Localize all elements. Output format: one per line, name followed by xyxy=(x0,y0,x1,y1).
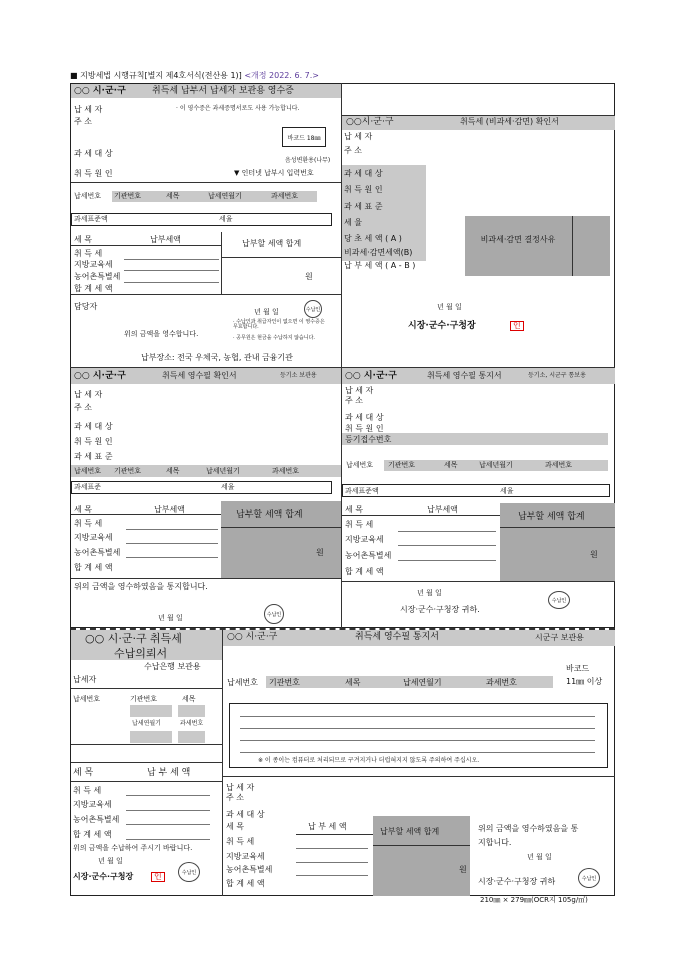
s2-subtitle: 취득세 (비과세·감면) 확인서 xyxy=(460,117,559,126)
s6-taxobj: 과 세 대 상 xyxy=(226,810,265,819)
s5-taxno: 납세번호 xyxy=(73,695,101,703)
s6-edu: 지방교육세 xyxy=(226,852,265,861)
s3-seq: 과세번호 xyxy=(272,467,300,475)
s2-reason: 비과세·감면 결정사유 xyxy=(480,235,556,244)
s5-col-item: 세 목 xyxy=(73,768,94,778)
s3-rate: 세율 xyxy=(221,483,235,491)
s5-sign: 시장·군수·구청장 xyxy=(73,872,134,881)
s2-taxpayer: 납 세 자 xyxy=(344,132,373,141)
s6-ym: 납세연월기 xyxy=(403,678,442,687)
s4-subtitle: 취득세 영수필 통지서 xyxy=(427,371,502,380)
s5-sum: 합 계 세 액 xyxy=(73,830,112,839)
s4-stamp: 수납인 xyxy=(551,597,567,604)
s6-total-due: 납부할 세액 합계 xyxy=(380,827,440,836)
s2-std: 과 세 표 준 xyxy=(344,202,383,211)
s5-date: 년 월 일 xyxy=(98,857,123,865)
s3-taxpayer: 납 세 자 xyxy=(74,390,103,399)
s5-request: 위의 금액을 수납하여 주시기 바랍니다. xyxy=(73,844,193,852)
s5-stamp: 수납인 xyxy=(181,869,197,876)
s4-farm: 농어촌특별세 xyxy=(345,551,392,560)
header-marker: ■ xyxy=(70,71,78,80)
s6-barcode-size: 11㎜ 이상 xyxy=(566,677,603,686)
s3-stamp: 수납인 xyxy=(266,611,282,618)
s2-rate: 세 율 xyxy=(344,218,362,227)
s1-rate-label: 세율 xyxy=(219,215,233,223)
s5-keep: 수납은행 보관용 xyxy=(144,662,201,671)
s1-ocr: 음성변환용(나무) xyxy=(285,157,331,164)
form-header xyxy=(70,72,319,80)
s4-seq: 과세번호 xyxy=(545,461,573,469)
s1-ym: 납세연월기 xyxy=(208,192,242,200)
s5-title2: 수납의뢰서 xyxy=(114,647,168,660)
s5-item: 세목 xyxy=(182,695,196,703)
s1-address-label: 주 소 xyxy=(74,117,92,126)
s4-rate: 세율 xyxy=(500,487,514,495)
s4-acq: 취 득 세 xyxy=(345,520,374,529)
s4-sign: 시장·군수·구청장 귀하. xyxy=(400,605,480,614)
s1-subtitle: 취득세 납부서 납세자 보관용 영수증 xyxy=(152,86,294,96)
s5-seal: 인 xyxy=(151,872,165,882)
s2-date: 년 월 일 xyxy=(437,303,462,311)
s4-ym: 납세년월기 xyxy=(479,461,513,469)
s6-won: 원 xyxy=(459,865,467,874)
s6-farm: 농어촌특별세 xyxy=(226,865,273,874)
s3-org: 기관번호 xyxy=(114,467,142,475)
s5-taxpayer: 납세자 xyxy=(73,675,97,684)
s3-stdamt: 과세표준 xyxy=(74,483,102,491)
s3-edu: 지방교육세 xyxy=(74,533,113,542)
s4-taxno: 납세번호 xyxy=(346,461,374,469)
s1-taxpayer-label: 납 세 자 xyxy=(74,105,103,114)
s3-won: 원 xyxy=(316,548,324,557)
s2-sign: 시장·군수·구청장 xyxy=(408,321,476,331)
s1-acq: 취 득 세 xyxy=(74,249,103,258)
s5-farm: 농어촌특별세 xyxy=(73,815,120,824)
s3-std: 과 세 표 준 xyxy=(74,452,113,461)
s4-total-due: 납부할 세액 합계 xyxy=(518,512,585,522)
s3-col-item: 세 목 xyxy=(74,505,92,514)
s1-stamp-seal xyxy=(304,300,322,318)
s3-title: ○○ 시·군·구 xyxy=(74,371,126,381)
s2-orig: 당 초 세 액 ( A ) xyxy=(344,234,402,243)
s4-taxpayer: 납 세 자 xyxy=(345,386,374,395)
s3-farm: 농어촌특별세 xyxy=(74,548,121,557)
s6-col-item: 세 목 xyxy=(226,822,244,831)
s6-notice1: 위의 금액을 영수하였음을 통 xyxy=(478,824,579,833)
s6-item: 세목 xyxy=(345,678,361,687)
s4-sum: 합 계 세 액 xyxy=(345,567,384,576)
s1-note: · 이 영수증은 과세증명서로도 사용 가능합니다. xyxy=(176,105,300,112)
s6-org: 기관번호 xyxy=(269,678,300,687)
s6-seq: 과세번호 xyxy=(486,678,517,687)
s2-seal: 인 xyxy=(510,321,524,331)
s4-col-amt: 납부세액 xyxy=(427,505,458,514)
s5-acq: 취 득 세 xyxy=(73,786,102,795)
s5-title1: ○○ 시·군·구 취득세 xyxy=(85,632,182,645)
s4-regno: 등기접수번호 xyxy=(345,435,392,444)
s6-sign: 시장·군수·구청장 귀하 xyxy=(478,877,556,886)
s3-notice: 위의 금액을 영수하였음을 통지합니다. xyxy=(74,582,208,591)
s2-taxobj: 과 세 대 상 xyxy=(344,169,383,178)
s6-sum: 합 계 세 액 xyxy=(226,879,265,888)
s5-edu: 지방교육세 xyxy=(73,800,112,809)
s1-sum: 합 계 세 액 xyxy=(74,284,113,293)
s4-taxobj: 과 세 대 상 xyxy=(345,413,384,422)
s4-stdamt: 과세표준액 xyxy=(345,487,379,495)
s4-address: 주 소 xyxy=(345,396,363,405)
s6-taxno: 납세번호 xyxy=(227,678,258,687)
s6-date: 년 월 일 xyxy=(527,853,552,861)
s1-barcode: 바코드 18㎜ xyxy=(287,134,321,142)
s4-keep: 등기소, 시군구 통보용 xyxy=(528,372,586,379)
s2-address: 주 소 xyxy=(344,146,362,155)
s6-acq: 취 득 세 xyxy=(226,837,255,846)
s3-acq: 취 득 세 xyxy=(74,519,103,528)
s3-keep: 등기소 보관용 xyxy=(280,372,317,379)
s6-address: 주 소 xyxy=(226,793,244,802)
s5-seq: 과세번호 xyxy=(180,720,204,727)
s4-org: 기관번호 xyxy=(388,461,416,469)
s1-title: ○○ 시·군·구 xyxy=(74,86,126,96)
footer-size: 210㎜ × 279㎜(OCR지 105g/㎡) xyxy=(480,896,588,904)
s1-taxobj-label: 과 세 대 상 xyxy=(74,149,113,158)
s1-edu: 지방교육세 xyxy=(74,260,113,269)
s2-exempt: 비과세·감면세액(B) xyxy=(344,248,413,257)
s4-title: ○○ 시·군·구 xyxy=(345,371,397,381)
s4-col-item: 세 목 xyxy=(345,505,363,514)
s3-item: 세목 xyxy=(166,467,180,475)
s4-stamp-seal xyxy=(548,591,570,609)
s3-address: 주 소 xyxy=(74,403,92,412)
s3-col-amt: 납부세액 xyxy=(154,505,185,514)
s1-std-label: 과세표준액 xyxy=(74,215,108,223)
s1-clerk: 담당자 xyxy=(74,302,98,311)
s1-taxno-label: 납세번호 xyxy=(74,192,102,200)
s4-item: 세목 xyxy=(444,461,458,469)
s1-org: 기관번호 xyxy=(114,192,142,200)
s1-cause-label: 취 득 원 인 xyxy=(74,169,113,178)
s1-internet: ▼ 인터넷 납부시 입력번호 xyxy=(234,169,314,177)
s2-title: ○○시·군·구 xyxy=(346,117,394,127)
s4-cause: 취 득 원 인 xyxy=(345,424,384,433)
s4-edu: 지방교육세 xyxy=(345,535,384,544)
s6-taxpayer: 납 세 자 xyxy=(226,783,255,792)
s5-stamp-seal xyxy=(178,862,200,882)
s1-seq: 과세번호 xyxy=(271,192,299,200)
header-title: 지방세법 시행규칙[별지 제4호서식(전산용 1)] xyxy=(80,71,245,80)
s1-warn2: · 공무원은 현금을 수납하지 않습니다. xyxy=(233,335,315,341)
s3-date: 년 월 일 xyxy=(158,614,183,622)
header-revision: <개정 2022. 6. 7.> xyxy=(244,71,319,80)
s1-col-amt: 납부세액 xyxy=(150,235,181,244)
s3-stamp-seal xyxy=(264,604,284,624)
s3-sum: 합 계 세 액 xyxy=(74,563,113,572)
s1-total-due: 납부할 세액 합계 xyxy=(242,239,302,248)
s1-item: 세목 xyxy=(166,192,180,200)
s3-ym: 납세년월기 xyxy=(206,467,240,475)
s6-keep: 시군구 보관용 xyxy=(535,633,584,642)
s6-barcode: 바코드 xyxy=(566,664,590,673)
s4-won: 원 xyxy=(590,550,598,559)
s6-stamp: 수납인 xyxy=(581,875,597,882)
s6-stamp-seal xyxy=(578,868,600,888)
s6-col-amt: 납 부 세 액 xyxy=(308,822,347,831)
s6-notice2: 지합니다. xyxy=(478,838,512,847)
s1-col-item: 세 목 xyxy=(74,235,92,244)
s5-col-amt: 납 부 세 액 xyxy=(147,768,191,778)
s1-farm: 농어촌특별세 xyxy=(74,272,121,281)
s3-total-due: 납부할 세액 합계 xyxy=(236,510,303,520)
s1-barcode-box xyxy=(282,127,326,147)
s1-stamp: 수납인 xyxy=(305,306,321,313)
s1-date: 년 월 일 xyxy=(254,308,279,316)
s3-taxno: 납세번호 xyxy=(74,467,102,475)
s4-date: 년 월 일 xyxy=(417,589,442,597)
s1-received: 위의 금액을 영수합니다. xyxy=(124,330,199,338)
s1-warn1: · 수납인과 취급자인이 없으면 이 영수증은 무효합니다. xyxy=(233,319,325,330)
s6-title: ○○ 시·군·구 xyxy=(227,632,278,642)
s5-ym: 납세연월기 xyxy=(132,720,161,727)
s2-pay: 납 부 세 액 ( A - B ) xyxy=(344,261,416,270)
s1-won: 원 xyxy=(305,272,313,281)
s2-cause: 취 득 원 인 xyxy=(344,185,383,194)
s6-warn: ※ 이 종이는 컴퓨터로 처리되므로 구겨지거나 더럽혀지지 않도록 주의하여 주십시오. xyxy=(258,757,480,764)
s5-org: 기관번호 xyxy=(130,695,158,703)
s3-cause: 취 득 원 인 xyxy=(74,437,113,446)
s3-subtitle: 취득세 영수필 확인서 xyxy=(162,371,237,380)
s3-taxobj: 과 세 대 상 xyxy=(74,422,113,431)
s6-subtitle: 취득세 영수필 통지서 xyxy=(355,632,439,642)
s1-place: 납부장소: 전국 우체국, 농협, 관내 금융기관 xyxy=(141,353,293,362)
